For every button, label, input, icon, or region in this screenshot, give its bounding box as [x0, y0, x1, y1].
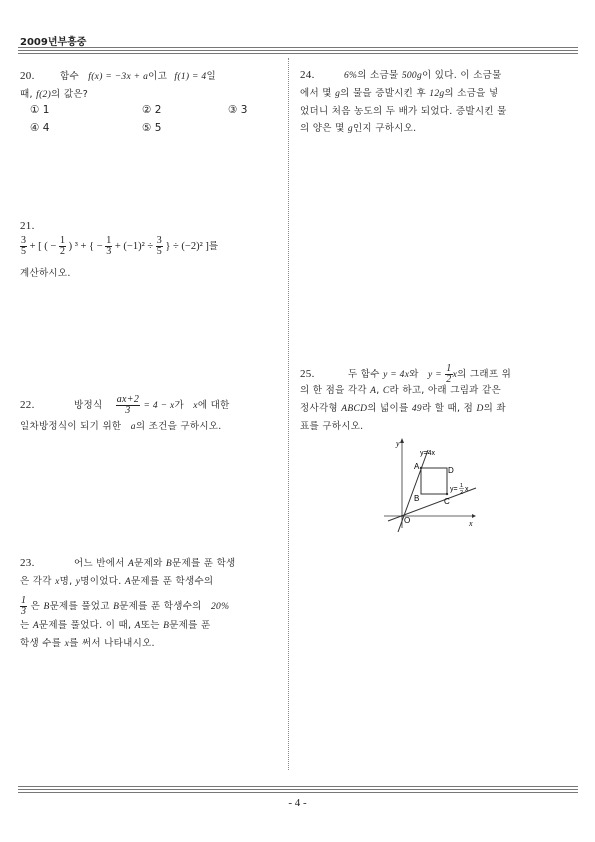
header-rule-bottom: [18, 53, 578, 54]
header-rule-middle: [18, 50, 578, 51]
question-number: 24.: [300, 69, 315, 81]
q23-text-1c: 문제를 푼 학생: [172, 558, 236, 569]
q20-fx-expression: f(x) = −3x + a: [88, 72, 149, 82]
footer-rule-bottom: [18, 792, 578, 793]
y-axis-arrow-icon: [400, 438, 404, 443]
q23-text-2b: 명,: [59, 576, 73, 587]
q24-text-4a: 의 양은 몇: [300, 123, 345, 134]
q23-var-B-4: B: [163, 621, 170, 631]
q22-fraction: $\frac{ax+2}{3}$: [116, 394, 140, 416]
q25-square-name: ABCD: [341, 404, 368, 414]
q25-function-1: y = 4x: [383, 370, 410, 380]
q23-var-A-3: A: [32, 621, 39, 631]
q23-fraction-1-3: $\frac{1}{3}$: [21, 595, 27, 617]
q22-line-2: [20, 418, 222, 436]
q20-choice-2: ② 2: [142, 104, 162, 116]
question-20: [20, 68, 280, 104]
q24-amount: 500g: [401, 71, 423, 81]
graph-label-line2-num: 1: [460, 483, 464, 489]
q25-text-3c: 라 할 때, 점: [421, 403, 474, 414]
question-24: [300, 67, 572, 138]
q23-var-B-3: B: [113, 602, 120, 612]
graph-label-line2-pre: y=: [450, 486, 458, 493]
q24-text-2a: 에서 몇: [300, 88, 332, 99]
column-divider: [288, 58, 289, 770]
q21-frac-1-3: $\frac{1}{3}$: [106, 235, 112, 257]
q23-var-A: A: [128, 559, 135, 569]
q24-text-3: 었더니 처음 농도의 두 배가 되었다. 증발시킨 물: [300, 106, 507, 117]
q23-var-x: x: [55, 577, 60, 587]
q25-lines: 의 한 점을 각각 A, C라 하고, 아래 그림과 같은 정사각형 ABCD의 넓이를 49라 할 때, 점 D의 좌 표를 구하시오.: [300, 385, 506, 432]
q25-text-2b: 라 하고, 아래 그림과 같은: [389, 385, 501, 396]
q25-function-2-frac: $\frac{1}{2}$: [446, 363, 452, 385]
q24-text-2c: 의 소금을 넣: [444, 88, 499, 99]
q23-text-4c: 또는: [140, 620, 160, 631]
question-21: [20, 218, 35, 235]
q23-text-4d: 문제를 푼: [169, 620, 211, 631]
q21-frac-1-2: $\frac{1}{2}$: [59, 235, 65, 257]
q21-expr-after: 를: [208, 240, 219, 252]
q21-expression: [20, 236, 218, 257]
q22-text-c: 에 대한: [197, 400, 230, 411]
q22-var-x: x: [193, 401, 198, 411]
q20-f1-expression: f(1) = 4: [174, 72, 207, 82]
q23-text-4b: 문제를 풀었다. 이 때,: [38, 620, 132, 631]
q25-text-2a: 의 한 점을 각각: [300, 385, 367, 396]
q22-text-d: 일차방정식이 되기 위한: [20, 421, 122, 432]
q23-text-3a: 은: [30, 601, 41, 612]
header-rule-top: [18, 47, 578, 48]
line-y-4x: [398, 450, 428, 532]
q22-text-b: 가: [174, 400, 184, 411]
q23-var-B-2: B: [43, 602, 50, 612]
q24-text-2b: 의 물을 증발시킨 후: [340, 88, 426, 99]
q25-text-1c: 의 그래프 위: [457, 369, 512, 380]
q23-line-5: [20, 635, 155, 653]
q23-text-3b: 문제를 풀었고: [49, 601, 110, 612]
q21-line-2: 계산하시오.: [20, 268, 71, 279]
question-number: 23.: [20, 557, 35, 569]
q20-choice-4: ④ 4: [30, 122, 50, 134]
graph-label-x: x: [469, 519, 473, 528]
q23-text-4a: 는: [20, 620, 30, 631]
q23-var-y: y: [75, 577, 81, 587]
graph-label-line2-den: 2: [460, 490, 464, 496]
q25-function-2-pre: y =: [428, 370, 442, 380]
q25-point-C: C: [382, 386, 390, 396]
q21-expr-mid: + [ ( −: [29, 240, 57, 252]
q25-text-1a: 두 함수: [347, 369, 380, 380]
q23-line-3: [20, 596, 229, 617]
x-axis-arrow-icon: [472, 514, 476, 518]
q23-var-A-4: A: [134, 621, 141, 631]
q20-text-a: 함수: [59, 71, 79, 82]
graph-label-O: O: [404, 516, 411, 525]
q21-expr-tail2: } ÷ (−2)² ]: [165, 240, 209, 252]
graph-label-B: B: [414, 494, 420, 503]
q20-text-d: 때,: [20, 89, 33, 100]
q25-function-2-post: x: [452, 370, 458, 380]
q22-text-a: 방정식: [73, 400, 103, 411]
q21-expr-tail1: + (−1)² ÷: [114, 240, 154, 252]
q21-frac-3-5-b: $\frac{3}{5}$: [156, 235, 162, 257]
graph-label-line1: y=4x: [420, 450, 435, 457]
footer-rule-middle: [18, 789, 578, 790]
question-number: 25.: [300, 368, 315, 380]
footer-rule-top: [18, 786, 578, 787]
page-number: - 4 -: [288, 797, 307, 809]
origin-dot: [401, 515, 403, 517]
graph-label-A: A: [414, 462, 420, 471]
q23-var-A-2: A: [124, 577, 131, 587]
q20-choice-3: ③ 3: [228, 104, 248, 116]
q24-unit-g-2: g: [347, 124, 353, 134]
q25-point-D: D: [476, 404, 484, 414]
q21-frac-3-5: $\frac{3}{5}$: [21, 235, 26, 257]
q23-percent: 20%: [210, 602, 230, 612]
q24-text-1b: 이 있다. 이 소금물: [422, 70, 502, 81]
q24-unit-g: g: [335, 89, 341, 99]
q25-text-4: 표를 구하시오.: [300, 421, 364, 432]
q23-text-3c: 문제를 푼 학생수의: [119, 601, 202, 612]
q20-text-c: 일: [206, 71, 216, 82]
q23-text-2c: 명이었다.: [80, 576, 122, 587]
q20-text-e: 의 값은?: [51, 89, 89, 100]
square-ABCD: [421, 468, 447, 494]
q21-expr-cube: ) ³ + { −: [68, 240, 103, 252]
q24-text-1a: 의 소금물: [357, 70, 399, 81]
q24-text-4b: 인지 구하시오.: [352, 123, 417, 134]
q20-choice-5: ⑤ 5: [142, 122, 162, 134]
q23-var-B: B: [165, 559, 173, 569]
q25-text-3a: 정사각형: [300, 403, 338, 414]
graph-label-y: y: [396, 439, 400, 448]
q23-text-5b: 를 써서 나타내시오.: [69, 638, 155, 649]
question-number: 22.: [20, 399, 35, 411]
q20-f2-expression: f(2): [36, 90, 52, 100]
question-number: 21.: [20, 220, 35, 232]
q25-point-A: A: [370, 386, 377, 396]
q23-text-2d: 문제를 푼 학생수의: [130, 576, 214, 587]
q24-percent: 6%: [343, 71, 358, 81]
point-A-dot: [420, 467, 422, 469]
graph-label-line2-post: x: [465, 486, 469, 493]
q22-text-e: 의 조건을 구하시오.: [135, 421, 222, 432]
q25-text-1b: 와: [409, 369, 419, 380]
q20-choice-1: ① 1: [30, 104, 50, 116]
q23-text-1b: 문제와: [134, 558, 163, 569]
q20-text-b: 이고: [148, 71, 168, 82]
q22-var-a: a: [130, 422, 136, 432]
graph-label-C: C: [444, 497, 450, 506]
question-22: [20, 395, 230, 416]
q25-text-3d: 의 좌: [483, 403, 506, 414]
q25-graph: [380, 436, 480, 532]
q22-equation-rest: = 4 − x: [143, 401, 175, 411]
q23-line-4: [20, 617, 210, 635]
q23-var-x-2: x: [64, 639, 70, 649]
question-number: 20.: [20, 70, 35, 82]
q23-text-2a: 은 각각: [20, 576, 52, 587]
header-title: 2009년부흥중: [20, 37, 87, 48]
graph-label-D: D: [448, 466, 454, 475]
q25-area: 49: [411, 404, 422, 414]
q23-text-1a: 어느 반에서: [73, 558, 125, 569]
q25-text-3b: 의 넓이를: [367, 403, 409, 414]
q24-salt-amount: 12g: [429, 89, 445, 99]
q23-text-5a: 학생 수를: [20, 638, 62, 649]
point-C-dot: [446, 493, 448, 495]
question-23: [20, 555, 282, 591]
